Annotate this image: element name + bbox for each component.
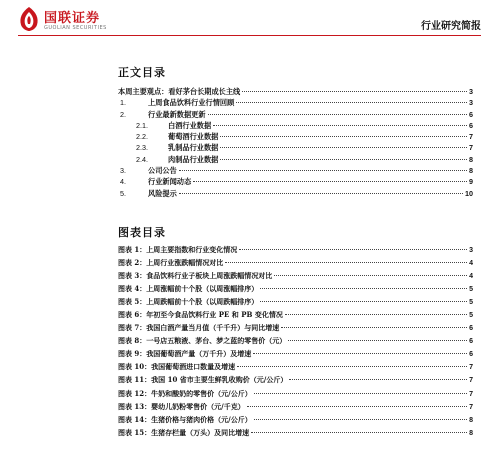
figure-entry-page: 8 (469, 416, 473, 424)
leader-dots (220, 147, 467, 148)
figure-entry-label: 图表 12：牛奶和酸奶的零售价（元/公斤） (118, 388, 252, 398)
figure-entry[interactable] (118, 387, 473, 400)
toc-entry[interactable] (118, 97, 473, 108)
logo-text-cn: 国联证券 (44, 11, 101, 26)
toc-title: 正文目录 (118, 66, 166, 79)
leader-dots (220, 136, 467, 137)
toc-entry-page: 8 (469, 166, 473, 176)
report-type: 行业研究简报 (421, 21, 481, 32)
toc-entry-text: 本周主要观点：看好茅台长期成长主线 (118, 87, 241, 96)
toc-entry-number: 3. (120, 166, 126, 176)
toc-entry-page: 3 (469, 98, 473, 108)
figure-entry[interactable] (118, 243, 473, 256)
figure-entry[interactable] (118, 413, 473, 426)
toc-entry-number: 5. (120, 188, 126, 198)
leader-dots (260, 288, 467, 289)
leader-dots (285, 314, 467, 315)
toc-entry[interactable] (118, 188, 473, 199)
toc-entry-page: 6 (469, 120, 473, 130)
toc-entry-number: 2.4. (136, 154, 148, 164)
toc-entry-number: 4. (120, 177, 126, 187)
figure-entry[interactable] (118, 373, 473, 386)
figure-entry[interactable] (118, 269, 473, 282)
logo-mark-icon (18, 6, 40, 32)
leader-dots (289, 379, 467, 380)
toc-entry-number: 2. (120, 109, 126, 119)
figure-entry[interactable] (118, 347, 473, 360)
leader-dots (251, 432, 467, 433)
figure-entry-label: 图表 4：上周涨幅前十个股（以周涨幅排序） (118, 284, 259, 294)
figure-entry-label: 图表 10：我国葡萄酒进口数量及增速 (118, 362, 236, 372)
figure-entry-page: 5 (469, 286, 473, 294)
figure-entry-label: 图表 1：上周主要指数和行业变化情况 (118, 245, 238, 254)
figure-entry[interactable] (118, 321, 473, 334)
toc-entry-number: 2.1. (136, 120, 148, 130)
figure-entry[interactable] (118, 256, 473, 269)
table-of-contents (118, 86, 473, 199)
page-header (0, 0, 499, 40)
figure-entry-label: 图表 6：年初至今食品饮料行业 PE 和 PB 变化情况 (118, 310, 283, 320)
leader-dots (253, 353, 467, 354)
figure-entry-label: 图表 7：我国白酒产量当月值（千千升）与同比增速 (118, 323, 280, 333)
company-logo (18, 6, 158, 36)
toc-subentry[interactable] (118, 131, 473, 142)
toc-entry-page: 7 (469, 143, 473, 153)
toc-entry-text: 上周食品饮料行业行情回顾 (148, 98, 235, 108)
toc-entry-page: 9 (469, 177, 473, 187)
leader-dots (193, 181, 467, 182)
leader-dots (213, 125, 467, 126)
figure-entry-page: 6 (469, 351, 473, 359)
leader-dots (281, 327, 467, 328)
figure-entry-label: 图表 13：婴幼儿奶粉零售价（元/千克） (118, 401, 245, 411)
figure-entry-page: 5 (469, 299, 473, 307)
figure-entry-page: 3 (469, 247, 473, 254)
toc-entry-number: 1. (120, 98, 126, 108)
figure-entry-page: 7 (469, 390, 473, 398)
leader-dots (179, 170, 467, 171)
toc-entry-text: 肉制品行业数据 (168, 154, 219, 164)
toc-entry[interactable] (118, 86, 473, 97)
figure-entry-page: 7 (469, 377, 473, 385)
leader-dots (220, 159, 467, 160)
figure-entry-label: 图表 11：我国 10 省市主要生鲜乳收购价（元/公斤） (118, 375, 288, 385)
figure-entry[interactable] (118, 334, 473, 347)
figure-entry[interactable] (118, 360, 473, 373)
toc-subentry[interactable] (118, 154, 473, 165)
toc-entry-page: 6 (469, 109, 473, 119)
figure-entry-page: 7 (469, 403, 473, 411)
figure-entry-page: 4 (469, 260, 473, 268)
figure-entry-page: 6 (469, 338, 473, 346)
leader-dots (247, 406, 467, 407)
leader-dots (288, 340, 467, 341)
toc-entry[interactable] (118, 109, 473, 120)
figure-entry-page: 4 (469, 273, 473, 281)
leader-dots (225, 262, 467, 263)
toc-entry-text: 葡萄酒行业数据 (168, 132, 219, 142)
toc-entry[interactable] (118, 165, 473, 176)
figure-entry-label: 图表 3：食品饮料行业子板块上周涨跌幅情况对比 (118, 271, 273, 281)
leader-dots (179, 193, 463, 194)
toc-subentry[interactable] (118, 120, 473, 131)
figure-entry[interactable] (118, 282, 473, 295)
figure-entry-page: 8 (469, 429, 473, 437)
figure-entry-label: 图表 5：上周跌幅前十个股（以周跌幅排序） (118, 297, 259, 307)
figure-entry[interactable] (118, 308, 473, 321)
figure-entry[interactable] (118, 426, 473, 439)
toc-entry-text: 行业最新数据更新 (148, 109, 206, 119)
figure-entry[interactable] (118, 295, 473, 308)
toc-entry-number: 2.2. (136, 132, 148, 142)
header-divider (18, 35, 481, 36)
figure-entry-label: 图表 14：生猪价格与猪肉价格（元/公斤） (118, 414, 252, 424)
figure-entry-label: 图表 8：一号店五粮液、茅台、梦之蓝的零售价（元） (118, 336, 287, 346)
figure-entry-page: 7 (469, 364, 473, 372)
leader-dots (254, 419, 467, 420)
leader-dots (239, 249, 467, 250)
leader-dots (260, 301, 467, 302)
leader-dots (254, 393, 467, 394)
figure-entry-page: 6 (469, 325, 473, 333)
figure-entry-label: 图表 2：上周行业涨跌幅情况对比 (118, 258, 224, 268)
toc-entry-page: 3 (469, 87, 473, 96)
leader-dots (236, 102, 467, 103)
toc-entry-text: 公司公告 (148, 166, 177, 176)
figure-list-title: 图表目录 (118, 226, 166, 239)
figure-entry-label: 图表 15：生猪存栏量（万头）及同比增速 (118, 427, 250, 437)
leader-dots (237, 366, 467, 367)
toc-entry-number: 2.3. (136, 143, 148, 153)
figure-list (118, 243, 473, 439)
figure-entry[interactable] (118, 400, 473, 413)
toc-entry-text: 乳制品行业数据 (168, 143, 219, 153)
toc-subentry[interactable] (118, 142, 473, 153)
toc-entry-text: 行业新闻动态 (148, 177, 192, 187)
logo-text-en: GUOLIAN SECURITIES (44, 25, 107, 31)
figure-entry-page: 5 (469, 312, 473, 320)
leader-dots (274, 275, 467, 276)
toc-entry-page: 7 (469, 132, 473, 142)
toc-entry[interactable] (118, 176, 473, 187)
leader-dots (242, 91, 467, 92)
toc-entry-text: 白酒行业数据 (168, 120, 212, 130)
toc-entry-page: 10 (465, 188, 473, 198)
leader-dots (208, 114, 467, 115)
toc-entry-text: 风险提示 (148, 188, 177, 198)
toc-entry-page: 8 (469, 154, 473, 164)
figure-entry-label: 图表 9：我国葡萄酒产量（万千升）及增速 (118, 349, 252, 359)
